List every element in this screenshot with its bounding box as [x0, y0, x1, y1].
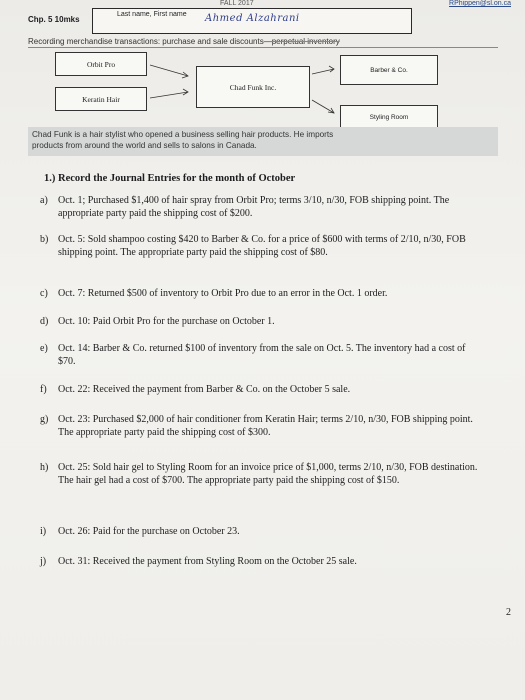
- scenario-banner: [28, 127, 498, 156]
- item-label: j): [40, 556, 47, 567]
- supplier-box-keratin: [55, 87, 147, 111]
- arrow-orbit-to-chad: [150, 65, 188, 76]
- item-text: Oct. 22: Received the payment from Barber & Co. on the October 5 sale.: [58, 384, 351, 395]
- item-text: Oct. 14: Barber & Co. returned $100 of inventory from the sale on Oct. 5. The inventory had a cost of $70.: [58, 343, 466, 367]
- item-label: i): [40, 526, 47, 537]
- item-text: Oct. 10: Paid Orbit Pro for the purchase on October 1.: [58, 316, 275, 327]
- item-text: Oct. 31: Received the payment from Styling Room on the October 25 sale.: [58, 556, 357, 567]
- item-text: Oct. 7: Returned $500 of inventory to Orbit Pro due to an error in the Oct. 1 order.: [58, 288, 388, 299]
- arrowhead-styling: [328, 108, 334, 113]
- customer-box-styling: [340, 105, 438, 129]
- arrow-keratin-to-chad: [150, 92, 188, 98]
- item-label: g): [40, 414, 49, 425]
- chad-label: Chad Funk Inc.: [229, 82, 277, 92]
- question-item-h: [40, 462, 490, 487]
- question-item-b: [40, 234, 490, 259]
- chapter-marks: Chp. 5 10mks: [28, 15, 80, 24]
- item-label: c): [40, 288, 48, 299]
- instructor-email: RPhippen@sl.on.ca: [449, 0, 511, 7]
- styling-label: Styling Room: [369, 113, 409, 121]
- item-text: Oct. 5: Sold shampoo costing $420 to Barber & Co. for a price of $600 with terms of 2/10, n/30, FOB shipping point. The appropriate party paid the shipping cost of $80.: [58, 234, 466, 258]
- item-text: Oct. 25: Sold hair gel to Styling Room for an invoice price of $1,000, terms 2/10, n/30, FOB destination. The hair gel had a cost of $700. The appropriate party paid the shipping cost of $150.: [58, 462, 478, 486]
- recording-title-text: Recording merchandise transactions: purchase and sale discounts: [28, 37, 264, 46]
- item-text: Oct. 26: Paid for the purchase on October 23.: [58, 526, 240, 537]
- supplier-box-orbit: [55, 52, 147, 76]
- item-label: d): [40, 316, 49, 327]
- banner-line-1: Chad Funk is a hair stylist who opened a business selling hair products. He imports: [32, 130, 334, 139]
- item-label: e): [40, 343, 48, 354]
- banner-line-2: products from around the world and sells to salons in Canada.: [32, 141, 257, 150]
- recording-title-struck: —perpetual inventory: [263, 37, 340, 46]
- item-label: b): [40, 234, 49, 245]
- question-item-a: [40, 195, 490, 220]
- question-item-d: [40, 316, 490, 329]
- item-text: Oct. 1; Purchased $1,400 of hair spray from Orbit Pro; terms 3/10, n/30, FOB shipping point. The appropriate party paid the shipping cost of $200.: [58, 195, 450, 219]
- page-number: 2: [506, 607, 511, 618]
- question-item-g: [40, 414, 490, 439]
- item-label: f): [40, 384, 47, 395]
- arrowhead-barber: [329, 66, 334, 72]
- question-item-j: [40, 556, 490, 569]
- item-label: h): [40, 462, 49, 473]
- course-term: FALL 2017: [220, 0, 254, 7]
- question-item-e: [40, 343, 490, 368]
- barber-label: Barber & Co.: [370, 66, 408, 74]
- question-item-c: [40, 288, 490, 301]
- question-item-i: [40, 526, 490, 539]
- item-label: a): [40, 195, 48, 206]
- orbit-label: Orbit Pro: [86, 59, 116, 69]
- question-heading: 1.) Record the Journal Entries for the month of October: [44, 173, 296, 184]
- customer-box-barber: [340, 55, 438, 85]
- name-label: Last name, First name: [117, 11, 187, 18]
- company-box-chad: [196, 66, 310, 108]
- handwritten-name: Ahmed Alzahrani: [205, 13, 300, 24]
- item-text: Oct. 23: Purchased $2,000 of hair conditioner from Keratin Hair; terms 2/10, n/30, FOB shipping point. The appropriate party paid the shipping cost of $300.: [58, 414, 473, 438]
- question-item-f: [40, 384, 490, 397]
- arrow-chad-to-styling: [312, 100, 334, 113]
- keratin-label: Keratin Hair: [82, 94, 120, 104]
